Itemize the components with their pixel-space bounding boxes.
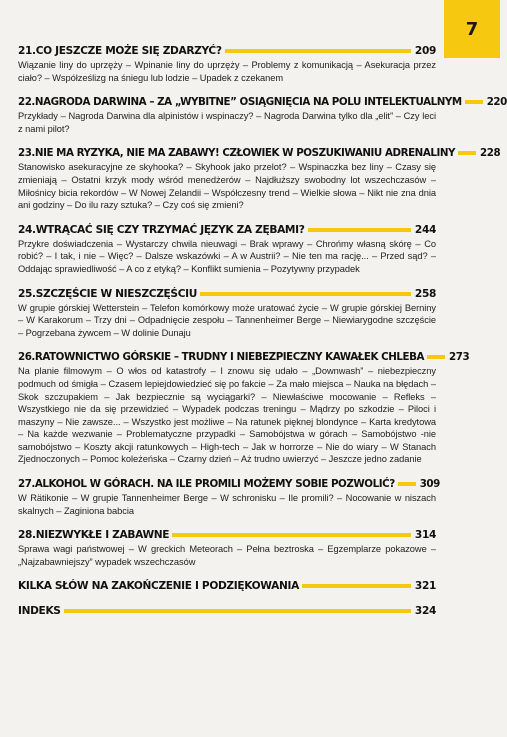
leader-bar [225, 49, 411, 53]
leader-bar [172, 533, 411, 537]
leader-bar [308, 228, 411, 232]
entry-page-number: 324 [414, 605, 436, 618]
entry-page-number: 228 [480, 147, 501, 160]
entry-page-number: 220 [486, 96, 507, 109]
toc-entry-27[interactable] [18, 477, 440, 517]
entry-title-row [18, 579, 436, 593]
toc-entry-24[interactable] [18, 223, 436, 276]
entry-page-number: 244 [414, 223, 436, 236]
leader-bar [458, 151, 476, 155]
leader-bar [427, 355, 445, 359]
toc-entry-closing-words[interactable] [18, 579, 436, 593]
leader-bar [398, 482, 416, 486]
entry-subtopics: Na planie filmowym – O włos od katastrofy – I znowu się udało – „Downwash” – niebezpieczny podmuch od śmigła – Czasem lepiejdowiedzieć się po fakcie – Za mało miejsca – Nauka na błędach – Skok szczupakiem – Jak bezpiecznie są wyciągarki? – Niewłaściwe mocowanie – Refleks – Wszystkiego nie da się przewidzieć – Wypadek podczas treningu – Mądrzy po szkodzie – Piloci i maszyny – Nie zawsze... – Wszystko jest możliwe – Na ratunek pięknej blondynce – Karta kredytowa – Na każde wezwanie – Problematyczne przypadki – Samobójstwa w górach – Samobójstwo -nie samobójstwo – Koszty akcji ratunkowych – High-tech – Jak w horrorze – Nie do wiary – W Stanach Zjednoczonych – Pomoc koleżeńska – Czarny dzień – Aż trudno uwierzyć – Jeszcze jedno zadanie [18, 366, 436, 465]
entry-subtopics: Przykłady – Nagroda Darwina dla alpinistów i wspinaczy? – Nagroda Darwina tylko dla „elit” – Czy leci z nami pilot? [18, 111, 436, 134]
entry-page-number: 273 [449, 351, 470, 364]
leader-bar [302, 584, 411, 588]
leader-bar [465, 100, 483, 104]
entry-page-number: 321 [414, 580, 436, 593]
entry-title-row [18, 44, 436, 58]
entry-title: KILKA SŁÓW NA ZAKOŃCZENIE I PODZIĘKOWANIA [18, 580, 299, 593]
entry-title: 27.ALKOHOL W GÓRACH. NA ILE PROMILI MOŻEMY SOBIE POZWOLIĆ? [18, 478, 395, 491]
leader-bar [64, 609, 411, 613]
toc-entry-26[interactable] [18, 350, 470, 466]
entry-title: 25.SZCZĘŚCIE W NIESZCZĘŚCIU [18, 287, 197, 300]
toc-entry-21[interactable] [18, 44, 436, 84]
entry-title: INDEKS [18, 605, 61, 618]
entry-title-row [18, 350, 470, 364]
page-number-badge: 7 [444, 0, 500, 58]
toc-entry-22[interactable] [18, 95, 507, 135]
entry-subtopics: Sprawa wagi państwowej – W greckich Meteorach – Pełna beztroska – Egzemplarze pokazowe – „Najzabawniejszy” wypadek wszechczasów [18, 544, 436, 567]
toc-entry-index[interactable] [18, 604, 436, 618]
toc-entry-25[interactable] [18, 287, 436, 340]
table-of-contents [18, 44, 507, 629]
entry-title-row [18, 287, 436, 301]
entry-title: 21.CO JESZCZE MOŻE SIĘ ZDARZYĆ? [18, 45, 222, 57]
entry-subtopics: Przykre doświadczenia – Wystarczy chwila nieuwagi – Brak wprawy – Chrońmy własną skórę – Co robić? – I tak, i nie – Więc? – Dalsze wskazówki – A w Austrii? – Nie ten ma rację... – Przed sąd? – Oddając sprawiedliwość – A co z etyką? – Konflikt sumienia – Pozytywny przypadek [18, 238, 436, 274]
toc-entry-28[interactable] [18, 528, 436, 568]
entry-subtopics: Wiązanie liny do uprzęży – Wpinanie liny do uprzęży – Problemy z komunikacją – Asekuracja przez ciało? – Współześlizg na śniegu lub lodzie – Upadek z czekanem [18, 60, 436, 83]
entry-title-row [18, 477, 440, 491]
entry-subtopics: Stanowisko asekuracyjne ze skyhooka? – Skyhook jako przelot? – Wspinaczka bez liny – Czasy się zmieniają – Ostatni krzyk mody wśród menedżerów – Najdłuższy swobodny lot wszechczasów – Miłośnicy bicia rekordów – W Nowej Zelandii – Współczesny trend – Wielkie słowa – Nikt nie zna dnia ani godziny – Do ilu razy sztuka? – Czy coś się zmieni? [18, 162, 436, 211]
entry-title: 23.NIE MA RYZYKA, NIE MA ZABAWY! CZŁOWIEK W POSZUKIWANIU ADRENALINY [18, 147, 456, 160]
entry-title-row [18, 95, 507, 109]
entry-page-number: 314 [414, 529, 436, 542]
entry-title-row [18, 146, 501, 160]
entry-subtopics: W grupie górskiej Wetterstein – Telefon komórkowy może uratować życie – W grupie górskiej Berniny – W Karakorum – Trzy dni – Odpadnięcie zespołu – Tannenheimer Berge – Niewiarygodne szczęście – Pogrzebana żywcem – W dolinie Dunaju [18, 302, 436, 338]
entry-title: 26.RATOWNICTWO GÓRSKIE – TRUDNY I NIEBEZPIECZNY KAWAŁEK CHLEBA [18, 351, 425, 364]
entry-title: 22.NAGRODA DARWINA – ZA „WYBITNE” OSIĄGNIĘCIA NA POLU INTELEKTUALNYM [18, 96, 462, 109]
entry-page-number: 209 [414, 45, 436, 57]
entry-title-row [18, 528, 436, 542]
leader-bar [200, 292, 411, 296]
entry-page-number: 309 [419, 478, 440, 491]
entry-title: 24.WTRĄCAĆ SIĘ CZY TRZYMAĆ JĘZYK ZA ZĘBAMI? [18, 223, 305, 236]
entry-title-row [18, 223, 436, 237]
entry-title: 28.NIEZWYKŁE I ZABAWNE [18, 529, 170, 542]
entry-page-number: 258 [414, 287, 436, 300]
toc-entry-23[interactable] [18, 146, 501, 211]
entry-title-row [18, 604, 436, 618]
entry-subtopics: W Rätikonie – W grupie Tannenheimer Berge – W schronisku – Ile promili? – Nocowanie w niszach skalnych – Zaginiona babcia [18, 493, 436, 516]
